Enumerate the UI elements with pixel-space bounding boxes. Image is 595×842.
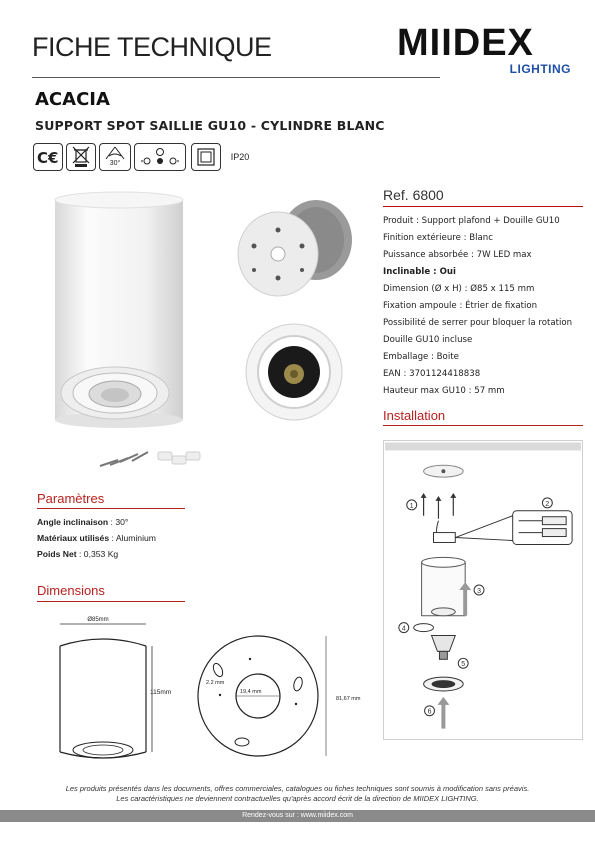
install-step-5: 5 xyxy=(461,661,466,669)
overall-size-label: 81,67 mm xyxy=(336,696,361,702)
backplate-image xyxy=(232,192,354,302)
parameters-divider xyxy=(37,508,185,509)
dimensions-divider xyxy=(37,601,185,602)
brand-logo xyxy=(397,22,575,80)
beam-angle-label: 30° xyxy=(109,160,121,167)
spec-item: EAN : 3701124418838 xyxy=(383,369,481,379)
dimensions-heading: Dimensions xyxy=(37,583,105,598)
diameter-label: Ø85mm xyxy=(87,617,109,623)
product-name: ACACIA xyxy=(35,89,110,110)
spec-item: Douille GU10 incluse xyxy=(383,335,473,345)
spec-item: Puissance absorbée : 7W LED max xyxy=(383,250,532,260)
spec-item: Fixation ampoule : Étrier de fixation xyxy=(383,301,538,311)
parameter-value: : 30° xyxy=(108,517,129,527)
installation-diagram xyxy=(383,440,583,740)
parameters-heading: Paramètres xyxy=(37,491,105,506)
top-view-image xyxy=(244,322,344,422)
install-step-6: 6 xyxy=(427,708,432,716)
parameter-value: : Aluminium xyxy=(109,533,156,543)
spec-item: Finition extérieure : Blanc xyxy=(383,233,493,243)
weee-bin-icon xyxy=(66,143,96,171)
install-step-4: 4 xyxy=(401,625,406,633)
parameter-label: Angle inclinaison xyxy=(37,517,109,527)
website-footer[interactable]: Rendez-vous sur : www.miidex.com xyxy=(0,810,595,822)
product-subtitle: SUPPORT SPOT SAILLIE GU10 - CYLINDRE BLANC xyxy=(35,118,385,133)
square-frame-icon xyxy=(191,143,221,171)
height-label: 115mm xyxy=(150,689,172,696)
parameter-item xyxy=(37,530,156,546)
parameters-list xyxy=(37,514,156,562)
parameter-label: Poids Net xyxy=(37,549,77,559)
side-dimension-drawing xyxy=(40,612,180,764)
spec-item: Inclinable : Oui xyxy=(383,267,456,277)
spec-item: Dimension (Ø x H) : Ø85 x 115 mm xyxy=(383,284,535,294)
parameter-item xyxy=(37,546,156,562)
installation-heading: Installation xyxy=(383,408,446,423)
product-cylinder-image xyxy=(40,188,190,438)
disclaimer-line: Les caractéristiques ne deviennent contractuelles qu'après accord écrit de la direction de MIIDEX LIGHTING. xyxy=(116,794,479,803)
parameter-label: Matériaux utilisés xyxy=(37,533,110,543)
inner-diameter-label: 19,4 mm xyxy=(240,689,262,695)
ip-rating-label: IP20 xyxy=(230,152,250,162)
title-divider xyxy=(32,77,440,78)
spec-item: Possibilité de serrer pour bloquer la rotation xyxy=(383,318,573,328)
specs-list xyxy=(383,213,593,400)
parameter-value: : 0,353 Kg xyxy=(76,549,119,559)
install-step-2: 2 xyxy=(545,500,550,508)
installation-divider xyxy=(383,425,583,426)
spec-item: Hauteur max GU10 : 57 mm xyxy=(383,386,505,396)
reference-divider xyxy=(383,206,583,207)
page-title: FICHE TECHNIQUE xyxy=(32,32,272,62)
top-dimension-drawing xyxy=(180,612,370,772)
beam-angle-icon xyxy=(99,143,131,171)
light-modes-icon xyxy=(134,143,186,171)
parameter-item xyxy=(37,514,156,530)
brand-name: MIIDEX xyxy=(397,22,534,64)
brand-subtitle: LIGHTING xyxy=(509,62,571,76)
disclaimer-line: Les produits présentés dans les documents, offres commerciales, catalogues ou fiches techniques sont soumis à modification sans préavis. xyxy=(65,784,530,793)
ce-mark-icon xyxy=(33,143,63,171)
install-step-1: 1 xyxy=(409,502,414,510)
svg-text:C€: C€ xyxy=(37,149,59,166)
disclaimer xyxy=(40,784,555,804)
spec-item: Produit : Support plafond + Douille GU10 xyxy=(383,216,560,226)
install-step-3: 3 xyxy=(477,587,481,595)
spec-item: Emballage : Boite xyxy=(383,352,459,362)
hole-diameter-label: 2.2 mm xyxy=(206,680,225,686)
product-reference: Ref. 6800 xyxy=(383,187,444,203)
screws-and-plugs-image xyxy=(98,446,208,470)
ip-rating-icon xyxy=(224,143,256,171)
